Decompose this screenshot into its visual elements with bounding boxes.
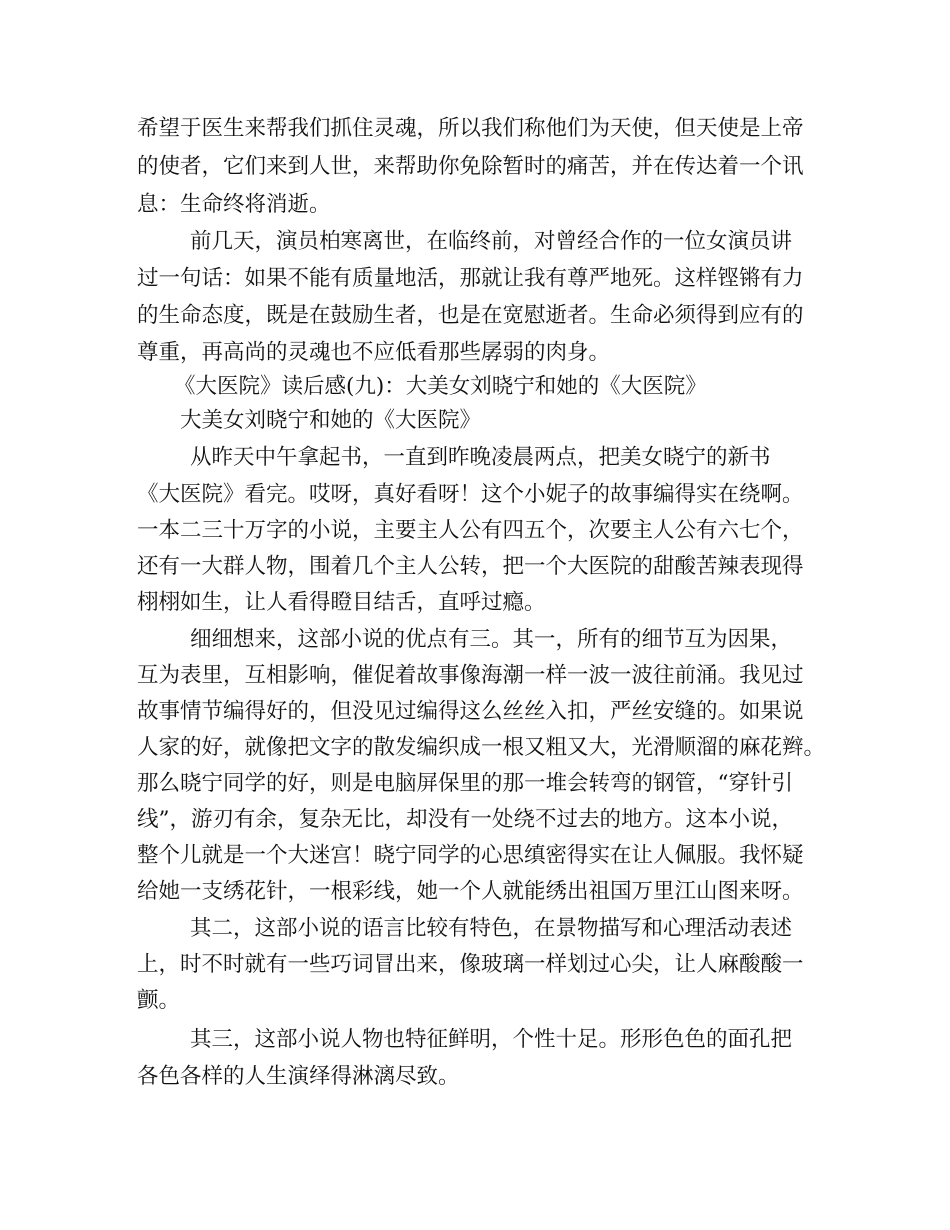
text-line: 上，时不时就有一些巧词冒出来，像玻璃一样划过心尖，让人麻酸酸一 [137, 952, 804, 977]
text-line: 的使者，它们来到人世，来帮助你免除暂时的痛苦，并在传达着一个讯 [137, 154, 804, 179]
text-line: 互为表里，互相影响，催促着故事像海潮一样一波一波往前涌。我见过 [137, 663, 804, 688]
text-line: 那么晓宁同学的好，则是电脑屏保里的那一堆会转弯的钢管，“穿针引 [137, 771, 793, 796]
text-line: 还有一大群人物，围着几个主人公转，把一个大医院的甜酸苦辣表现得 [137, 554, 804, 579]
text-line: 希望于医生来帮我们抓住灵魂，所以我们称他们为天使，但天使是上帝 [137, 116, 804, 141]
text-line: 的生命态度，既是在鼓励生者，也是在宽慰逝者。生命必须得到应有的 [137, 303, 804, 328]
text-line: 《大医院》看完。哎呀，真好看呀！这个小妮子的故事编得实在绕啊。 [137, 482, 804, 507]
section-heading: 《大医院》读后感(九)：大美女刘晓宁和她的《大医院》 [174, 374, 707, 399]
text-line: 过一句话：如果不能有质量地活，那就让我有尊严地死。这样铿锵有力 [137, 266, 804, 291]
text-line: 故事情节编得好的，但没见过编得这么丝丝入扣，严丝安缝的。如果说 [137, 699, 804, 724]
text-line: 整个儿就是一个大迷宫！晓宁同学的心思缜密得实在让人佩服。我怀疑 [137, 843, 804, 868]
text-line: 线”，游刃有余，复杂无比，却没有一处绕不过去的地方。这本小说， [137, 807, 793, 832]
text-line: 一本二三十万字的小说，主要主人公有四五个，次要主人公有六七个， [137, 518, 804, 543]
text-line: 给她一支绣花针，一根彩线，她一个人就能绣出祖国万里江山图来呀。 [137, 879, 804, 904]
paragraph-first-line: 其二，这部小说的语言比较有特色，在景物描写和心理活动表述 [190, 916, 793, 941]
text-line: 尊重，再高尚的灵魂也不应低看那些孱弱的肉身。 [137, 340, 611, 365]
paragraph-first-line: 其三，这部小说人物也特征鲜明，个性十足。形形色色的面孔把 [190, 1027, 793, 1052]
text-line: 栩栩如生，让人看得瞪目结舌，直呼过瘾。 [137, 590, 546, 615]
paragraph-first-line: 从昨天中午拿起书，一直到昨晚凌晨两点，把美女晓宁的新书 [190, 445, 771, 470]
text-line: 颤。 [137, 988, 181, 1013]
section-subtitle: 大美女刘晓宁和她的《大医院》 [180, 408, 482, 433]
paragraph-first-line: 前几天，演员柏寒离世，在临终前，对曾经合作的一位女演员讲 [190, 229, 793, 254]
text-line: 各色各样的人生演绎得淋漓尽致。 [137, 1064, 460, 1089]
text-line: 人家的好，就像把文字的散发编织成一根又粗又大，光滑顺溜的麻花辫。 [137, 735, 826, 760]
text-line: 息：生命终将消逝。 [137, 192, 331, 217]
paragraph-first-line: 细细想来，这部小说的优点有三。其一，所有的细节互为因果， [190, 627, 793, 652]
